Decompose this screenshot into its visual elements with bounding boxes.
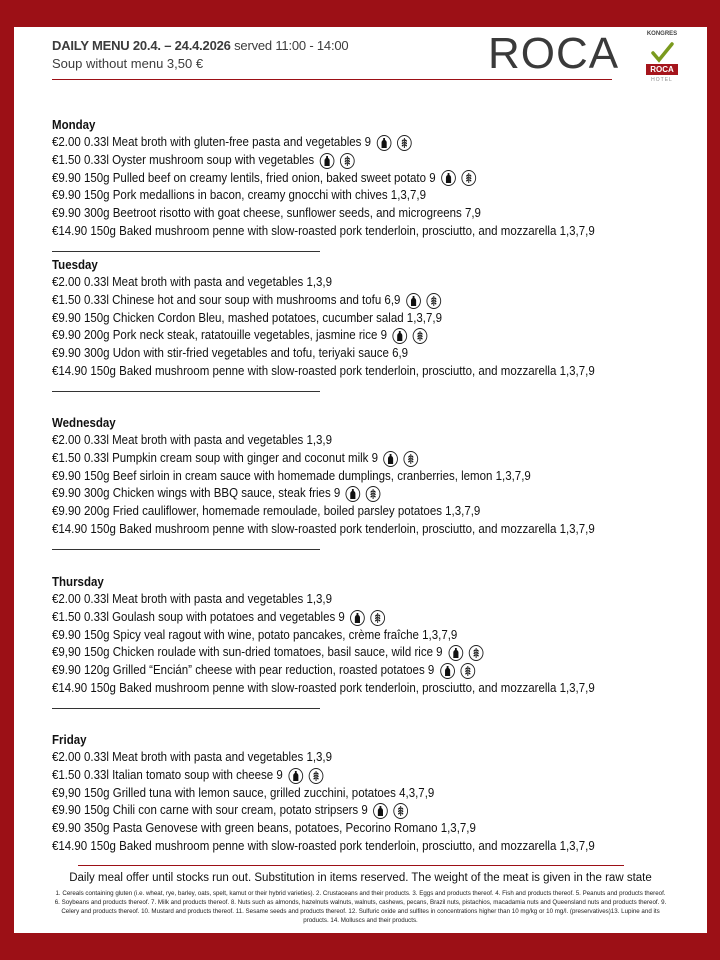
menu-item-text: €9.90 300g Udon with stir-fried vegetables and tofu, teriyaki sauce 6,9: [52, 346, 409, 361]
menu-item: [52, 521, 641, 539]
menu-item-text: €14.90 150g Baked mushroom penne with slow-roasted pork tenderloin, prosciutto, and mozzarella 1,3,7,9: [52, 521, 595, 536]
bottle-icon: [346, 486, 361, 502]
menu-item-text: €2.00 0.33l Meat broth with pasta and vegetables 1,3,9: [52, 750, 333, 764]
wheat-icon: [371, 610, 386, 626]
menu-item-text: €9.90 150g Pork medallions in bacon, creamy gnocchi with chives 1,3,7,9: [52, 188, 426, 203]
menu-sheet: [14, 27, 707, 933]
wheat-icon: [461, 170, 476, 186]
menu-item-text: €9.90 350g Pasta Genovese with green beans, potatoes, Pecorino Romano 1,3,7,9: [52, 821, 476, 836]
menu-item-text: €9.90 120g Grilled “Encián” cheese with pear reduction, roasted potatoes 9: [52, 663, 435, 678]
menu-title-line: [52, 38, 348, 53]
menu-item-text: €14.90 150g Baked mushroom penne with slow-roasted pork tenderloin, prosciutto, and mozzarella 1,3,7,9: [52, 680, 595, 695]
diet-icons: [384, 450, 424, 468]
menu-item: [52, 134, 641, 152]
menu-item: [52, 485, 641, 503]
menu-item: [52, 432, 641, 450]
day-divider: [52, 391, 320, 392]
soup-note: Soup without menu 3,50 €: [52, 56, 204, 71]
day-divider: [52, 251, 320, 252]
diet-icons: [320, 152, 360, 170]
day-section-thursday: [52, 574, 692, 709]
menu-item: [52, 591, 641, 609]
wheat-icon: [413, 328, 428, 344]
allergen-legend: 1. Cereals containing gluten (i.e. wheat, rye, barley, oats, spelt, kamut or their hybrid varieties). 2. Crustaceans and their products. 3. Eggs and products thereof. 4. Fish and products thereof. 5. Peanuts and products thereof. 6. Soybeans and products thereof. 7. Milk and products thereof. 8. Nuts such as almonds, hazelnuts walnuts, walnuts, cashews, pecans, Brazil nuts, pistachios, macadamia nuts and Queensland nuts and products thereof. 9. Celery and products thereof. 10. Mustard and products thereof. 11. Sesame seeds and products thereof. 12. Sulfuric oxide and sulfites in concentrations higher than 10 mg/kg or 10 mg/l. (preservatives)13. Lupine and its products. 14. Molluscs and their products.: [54, 890, 667, 924]
diet-icons: [373, 802, 413, 820]
day-title: Wednesday: [52, 416, 116, 430]
menu-item: [52, 223, 641, 241]
wheat-icon: [397, 135, 412, 151]
header: [14, 27, 707, 83]
menu-item: [52, 345, 641, 363]
wheat-icon: [460, 663, 475, 679]
day-title: Tuesday: [52, 258, 98, 272]
hotel-logo: [642, 31, 682, 83]
menu-item: [52, 503, 641, 521]
menu-item-text: €9.90 150g Chili con carne with sour cream, potato stripsers 9: [52, 803, 368, 818]
menu-item: [52, 838, 641, 856]
menu-item: [52, 468, 641, 486]
menu-item-text: €1.50 0.33l Goulash soup with potatoes and vegetables 9: [52, 610, 345, 624]
logo-top-text: KONGRES: [646, 31, 678, 37]
day-divider: [52, 708, 320, 709]
menu-item: [52, 680, 641, 698]
wheat-icon: [340, 153, 355, 169]
bottle-icon: [350, 610, 365, 626]
day-section-tuesday: [52, 257, 692, 392]
bottle-icon: [441, 170, 456, 186]
wheat-icon: [309, 768, 324, 784]
menu-item-text: €1.50 0.33l Chinese hot and sour soup with mushrooms and tofu 6,9: [52, 293, 401, 307]
wheat-icon: [366, 486, 381, 502]
menu-item: [52, 205, 641, 223]
wheat-icon: [404, 451, 419, 467]
logo-sub: HOTEL: [651, 77, 673, 83]
menu-item-text: €1.50 0.33l Pumpkin cream soup with ginger and coconut milk 9: [52, 451, 379, 465]
menu-item: [52, 662, 641, 680]
diet-icons: [377, 134, 417, 152]
wheat-icon: [426, 293, 441, 309]
menu-item: [52, 644, 641, 662]
day-section-friday: [52, 732, 692, 856]
menu-item: [52, 820, 641, 838]
day-divider: [52, 549, 320, 550]
served-label: served: [234, 38, 272, 53]
menu-item-text: €9.90 200g Fried cauliflower, homemade remoulade, boiled parsley potatoes 1,3,7,9: [52, 504, 481, 519]
menu-item-text: €9.90 150g Beef sirloin in cream sauce with homemade dumplings, cranberries, lemon 1,3,7,9: [52, 468, 531, 483]
menu-item-text: €9,90 150g Chicken roulade with sun-dried tomatoes, basil sauce, wild rice 9: [52, 645, 443, 660]
menu-item-text: €1.50 0.33l Italian tomato soup with cheese 9: [52, 768, 283, 782]
menu-item: [52, 327, 641, 345]
diet-icons: [393, 327, 433, 345]
day-title: Monday: [52, 118, 96, 132]
bottle-icon: [384, 451, 399, 467]
menu-item: [52, 627, 641, 645]
day-title: Thursday: [52, 575, 104, 589]
bottle-icon: [406, 293, 421, 309]
diet-icons: [346, 485, 386, 503]
menu-item-text: €9.90 150g Pulled beef on creamy lentils, fried onion, baked sweet potato 9: [52, 170, 436, 185]
menu-item: [52, 802, 641, 820]
menu-item-text: €2.00 0.33l Meat broth with pasta and vegetables 1,3,9: [52, 275, 333, 289]
menu-title: DAILY MENU 20.4. – 24.4.2026: [52, 38, 231, 53]
menu-item-text: €9.90 150g Chicken Cordon Bleu, mashed potatoes, cucumber salad 1,3,7,9: [52, 310, 442, 325]
menu-item-text: €9.90 150g Spicy veal ragout with wine, potato pancakes, crème fraîche 1,3,7,9: [52, 627, 458, 642]
menu-item: [52, 292, 641, 310]
diet-icons: [448, 644, 488, 662]
menu-item-text: €2.00 0.33l Meat broth with gluten-free pasta and vegetables 9: [52, 135, 372, 150]
diet-icons: [350, 609, 390, 627]
bottle-icon: [377, 135, 392, 151]
menu-item-text: €9.90 200g Pork neck steak, ratatouille vegetables, jasmine rice 9: [52, 328, 387, 343]
footer-note: Daily meal offer until stocks run out. Substitution in items reserved. The weight of the meat is given in the raw state: [69, 872, 652, 884]
brand-name: ROCA: [488, 29, 620, 78]
bottle-icon: [320, 153, 335, 169]
menu-item: [52, 450, 641, 468]
menu-item: [52, 609, 641, 627]
bottle-icon: [448, 645, 463, 661]
menu-item: [52, 749, 641, 767]
wheat-icon: [394, 803, 409, 819]
footer-divider: [78, 865, 624, 866]
served-time: 11:00 - 14:00: [275, 38, 349, 53]
menu-item-text: €9.90 300g Beetroot risotto with goat cheese, sunflower seeds, and microgreens 7,9: [52, 206, 481, 221]
menu-item: [52, 363, 641, 381]
menu-item-text: €14.90 150g Baked mushroom penne with slow-roasted pork tenderloin, prosciutto, and mozzarella 1,3,7,9: [52, 363, 595, 378]
menu-item: [52, 767, 641, 785]
wheat-icon: [468, 645, 483, 661]
diet-icons: [440, 662, 480, 680]
menu-item-text: €2.00 0.33l Meat broth with pasta and vegetables 1,3,9: [52, 592, 333, 606]
menu-item: [52, 310, 641, 328]
menu-item-text: €1.50 0.33l Oyster mushroom soup with vegetables: [52, 153, 315, 167]
diet-icons: [406, 292, 446, 310]
bottle-icon: [440, 663, 455, 679]
menu-item-text: €2.00 0.33l Meat broth with pasta and vegetables 1,3,9: [52, 433, 333, 447]
diet-icons: [288, 767, 328, 785]
menu-item-text: €9.90 300g Chicken wings with BBQ sauce, steak fries 9: [52, 486, 341, 501]
day-section-wednesday: [52, 415, 692, 550]
menu-item-text: €14.90 150g Baked mushroom penne with slow-roasted pork tenderloin, prosciutto, and mozzarella 1,3,7,9: [52, 838, 595, 853]
day-section-monday: [52, 117, 692, 252]
menu-item-text: €9,90 150g Grilled tuna with lemon sauce, grilled zucchini, potatoes 4,3,7,9: [52, 785, 435, 800]
menu-item: [52, 187, 641, 205]
day-title: Friday: [52, 733, 87, 747]
menu-item: [52, 152, 641, 170]
header-divider: [52, 79, 612, 80]
logo-name: ROCA: [646, 64, 678, 75]
menu-item: [52, 170, 641, 188]
diet-icons: [441, 170, 481, 188]
menu-item-text: €14.90 150g Baked mushroom penne with slow-roasted pork tenderloin, prosciutto, and mozzarella 1,3,7,9: [52, 223, 595, 238]
bottle-icon: [288, 768, 303, 784]
bottle-icon: [393, 328, 408, 344]
menu-item: [52, 785, 641, 803]
bottle-icon: [373, 803, 388, 819]
menu-item: [52, 274, 641, 292]
